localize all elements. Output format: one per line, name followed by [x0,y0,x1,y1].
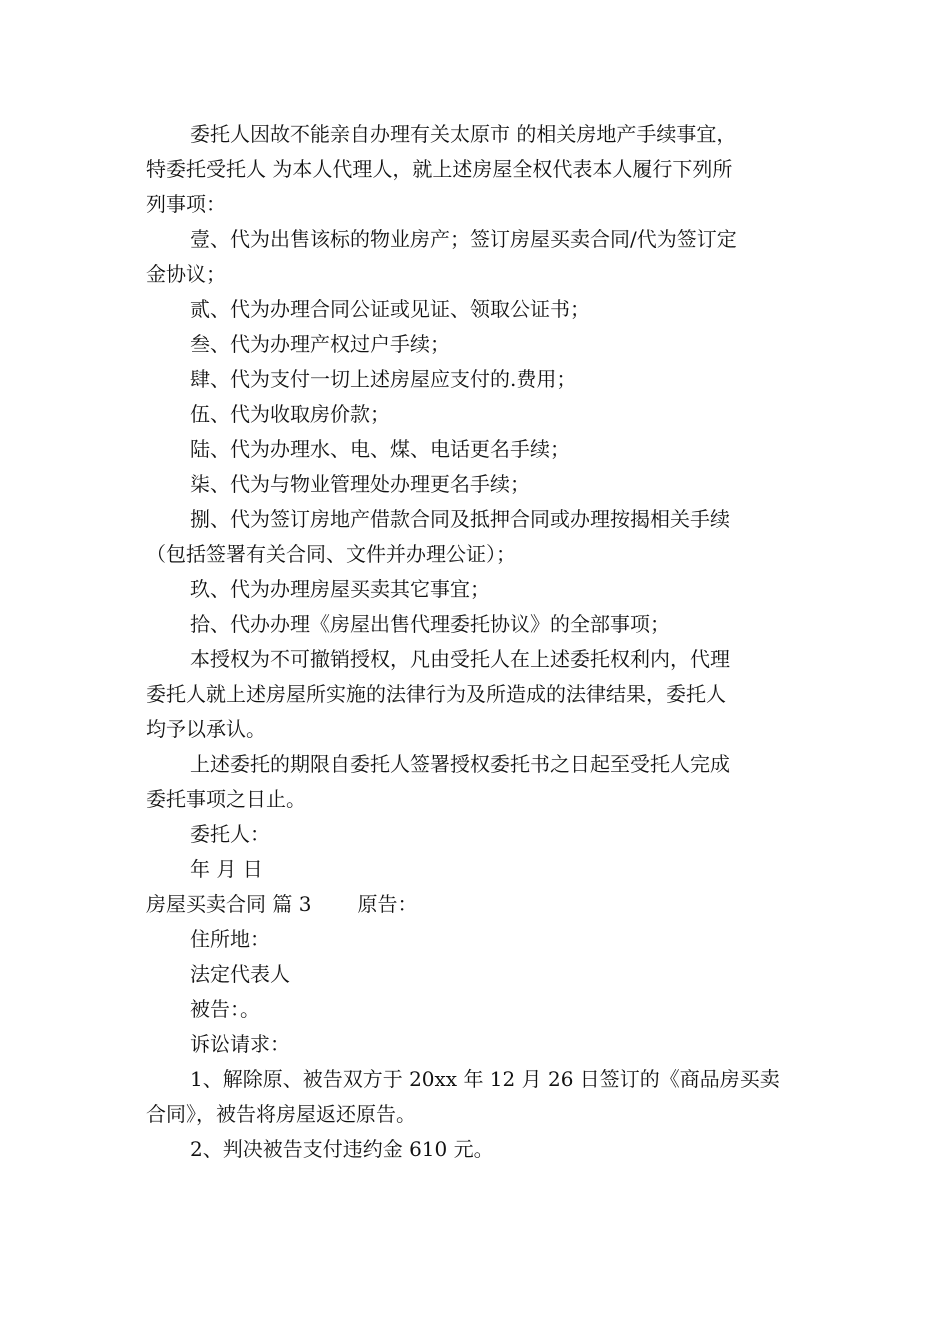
heading-plaintiff-label: 原告： [357,892,418,916]
paragraph-line: 诉讼请求： [190,1032,290,1056]
paragraph-line: 叁、代为办理产权过户手续； [190,332,450,356]
document-body [146,117,816,1167]
paragraph-line: 被告：。 [190,997,260,1021]
paragraph-line: 住所地： [190,927,270,951]
paragraph-line: 上述委托的期限自委托人签署授权委托书之日起至受托人完成 [190,752,730,776]
paragraph-line: 金协议； [146,262,226,286]
paragraph-line: 柒、代为与物业管理处办理更名手续； [190,472,530,496]
paragraph-line: 列事项： [146,192,226,216]
paragraph-line: 委托人因故不能亲自办理有关太原市 的相关房地产手续事宜， [190,122,737,146]
paragraph-line: 拾、代办办理《房屋出售代理委托协议》的全部事项； [190,612,670,636]
paragraph-line: 壹、代为出售该标的物业房产；签订房屋买卖合同/代为签订定 [190,227,737,251]
paragraph-line: 委托事项之日止。 [146,787,306,811]
paragraph-line: 本授权为不可撤销授权，凡由受托人在上述委托权利内，代理 [190,647,730,671]
paragraph-line: 伍、代为收取房价款； [190,402,390,426]
paragraph-line: 年 月 日 [190,857,263,881]
paragraph-line: 肆、代为支付一切上述房屋应支付的.费用； [190,367,577,391]
paragraph-line: 均予以承认。 [146,717,266,741]
paragraph-line: 特委托受托人 为本人代理人，就上述房屋全权代表本人履行下列所 [146,157,733,181]
paragraph-line: 贰、代为办理合同公证或见证、领取公证书； [190,297,590,321]
paragraph-line: 法定代表人 [190,962,290,986]
paragraph-line: 合同》，被告将房屋返还原告。 [146,1102,416,1126]
authorization-section [146,117,816,887]
paragraph-line: 1、解除原、被告双方于 20xx 年 12 月 26 日签订的《商品房买卖 [190,1067,780,1091]
paragraph-line: 委托人： [190,822,270,846]
lawsuit-section [146,922,816,1167]
paragraph-line: 陆、代为办理水、电、煤、电话更名手续； [190,437,570,461]
paragraph-line: （包括签署有关合同、文件并办理公证）； [146,542,516,566]
paragraph-line: 玖、代为办理房屋买卖其它事宜； [190,577,490,601]
paragraph-line: 2、判决被告支付违约金 610 元。 [190,1137,494,1161]
section-heading [146,887,816,922]
heading-title: 房屋买卖合同 篇 3 [146,892,312,916]
paragraph-line: 委托人就上述房屋所实施的法律行为及所造成的法律结果，委托人 [146,682,726,706]
paragraph-line: 捌、代为签订房地产借款合同及抵押合同或办理按揭相关手续 [190,507,730,531]
